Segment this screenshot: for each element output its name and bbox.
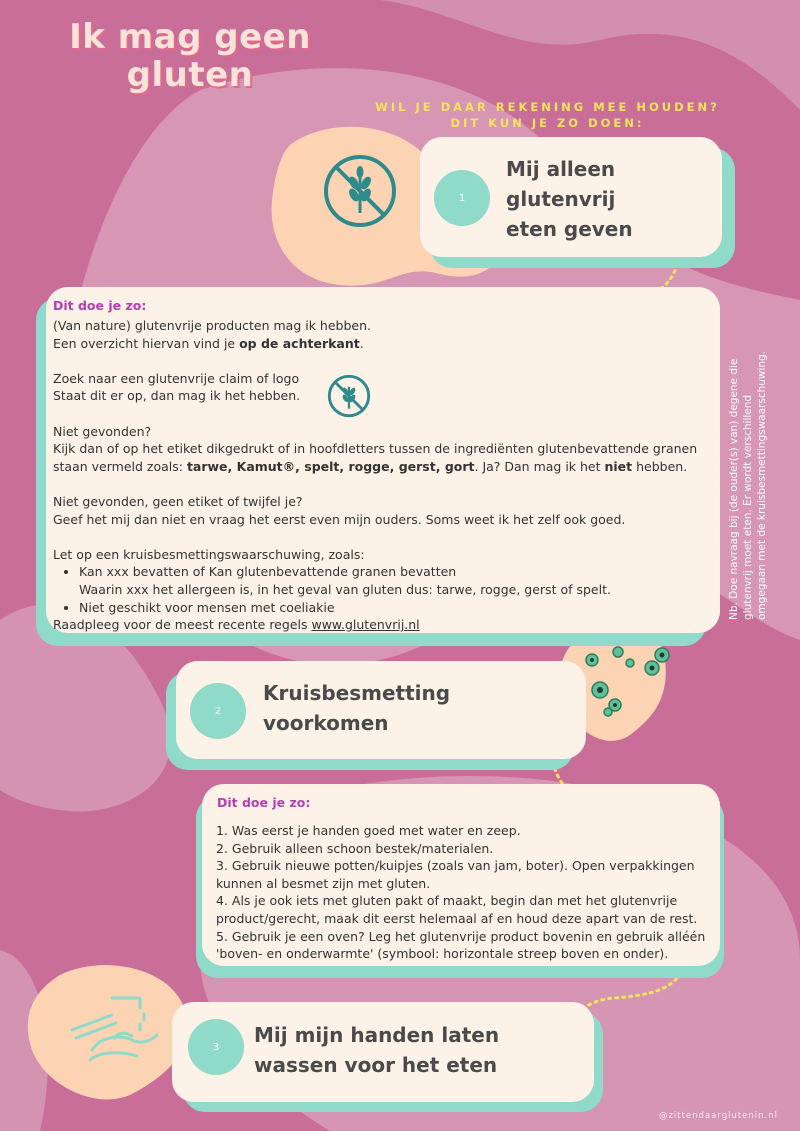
step2-title-line-1: Kruisbesmetting xyxy=(263,681,451,705)
step3-title-line-1: Mij mijn handen laten xyxy=(254,1023,500,1047)
step2-title-line-2: voorkomen xyxy=(263,711,389,735)
warning-item-1-text: Kan xxx bevatten of Kan glutenbevattende granen bevatten xyxy=(79,564,457,580)
step2-number-badge: 2 xyxy=(190,683,246,739)
details1-line-2 xyxy=(53,335,713,353)
side-note xyxy=(727,290,769,620)
details2-line-6: product/gerecht, maak dit eerst helemaal af en houd deze apart van de rest. xyxy=(216,910,698,926)
hand-washing-icon xyxy=(62,990,172,1070)
details1-line-2-bold: op de achterkant xyxy=(239,335,360,351)
bacteria-icon xyxy=(570,630,670,730)
details1-line-8: Niet gevonden, geen etiket of twijfel je? xyxy=(53,493,303,509)
details1-line-10: Let op een kruisbesmettingswaarschuwing, zoals: xyxy=(53,546,365,562)
details1-label: Dit doe je zo: xyxy=(53,298,147,313)
details1-line-2-text: Een overzicht hiervan vind je xyxy=(53,335,240,351)
step2-title xyxy=(263,678,450,738)
warning-item-1 xyxy=(79,563,713,598)
warning-list xyxy=(53,563,713,616)
details1-line-7 xyxy=(53,458,713,476)
warning-item-1-note: Waarin xxx het allergeen is, in het geval van gluten dus: tarwe, rogge, gerst of spelt. xyxy=(79,581,611,597)
details2-text xyxy=(216,822,716,963)
details1-line-4: Staat dit er op, dan mag ik het hebben. xyxy=(53,388,301,404)
subtitle-line-2: DIT KUN JE ZO DOEN: xyxy=(450,116,645,130)
glutenvrij-link[interactable]: www.glutenvrij.nl xyxy=(311,617,420,633)
subtitle xyxy=(350,99,745,131)
warning-item-2: • Niet geschikt voor mensen met coeliakie xyxy=(79,599,713,617)
step1-number-badge: 1 xyxy=(434,170,490,226)
step1-title-line-1: Mij alleen xyxy=(506,157,616,181)
title-line-2: gluten xyxy=(126,55,254,95)
details1-line-5: Niet gevonden? xyxy=(53,423,152,439)
details1-line-11-text: Raadpleeg voor de meest recente regels xyxy=(53,617,312,633)
gluten-free-logo-icon xyxy=(327,374,371,418)
details1-line-6: Kijk dan of op het etiket dikgedrukt of in hoofdletters tussen de ingrediënten glutenbevattende granen xyxy=(53,441,698,457)
details1-line-3: Zoek naar een glutenvrije claim of logo xyxy=(53,370,300,386)
details2-line-1: 1. Was eerst je handen goed met water en zeep. xyxy=(216,823,521,838)
page-title xyxy=(30,18,350,94)
side-note-line-1: Nb. Doe navraag bij (de ouder(s) van) degene die xyxy=(728,358,740,620)
details1-text xyxy=(53,317,713,634)
subtitle-line-1: WIL JE DAAR REKENING MEE HOUDEN? xyxy=(375,100,720,114)
details2-line-7: 5. Gebruik je een oven? Leg het glutenvrije product bovenin en gebruik alléén xyxy=(216,928,706,944)
details1-line-2-end: . xyxy=(359,335,364,351)
step3-title xyxy=(254,1020,499,1080)
step1-title xyxy=(506,154,633,244)
details2-line-5: 4. Als je ook iets met gluten pakt of maakt, begin dan met het glutenvrije xyxy=(216,893,678,909)
details1-line-7-text: staan vermeld zoals: xyxy=(53,458,187,474)
details1-line-9: Geef het mij dan niet en vraag het eerst even mijn ouders. Soms weet ik het zelf ook goed. xyxy=(53,511,626,527)
step1-title-line-2: glutenvrij xyxy=(506,187,616,211)
step3-title-line-2: wassen voor het eten xyxy=(254,1053,498,1077)
step1-title-line-3: eten geven xyxy=(506,217,633,241)
details2-line-3: 3. Gebruik nieuwe potten/kuipjes (zoals van jam, boter). Open verpakkingen xyxy=(216,858,695,874)
details1-line-7-mid: . Ja? Dan mag ik het xyxy=(474,458,605,474)
details2-label: Dit doe je zo: xyxy=(217,795,311,810)
title-line-1: Ik mag geen xyxy=(69,17,311,57)
details1-grains-bold: tarwe, Kamut®, spelt, rogge, gerst, gort xyxy=(186,458,475,474)
details2-line-2: 2. Gebruik alleen schoon bestek/materialen. xyxy=(216,840,494,856)
details2-line-8: 'boven- en onderwarmte' (symbool: horizontale streep boven en onder). xyxy=(216,946,669,962)
step3-number-badge: 3 xyxy=(188,1019,244,1075)
side-note-line-3: omgegaan met de kruisbesmettingswaarschuwing. xyxy=(756,350,768,620)
footer-handle: @zittendaarglutenin.nl xyxy=(658,1111,778,1121)
details2-line-4: kunnen al besmet zijn met gluten. xyxy=(216,875,431,891)
details1-line-1: (Van nature) glutenvrije producten mag ik hebben. xyxy=(53,318,371,333)
side-note-line-2: glutenvrij moet eten. Er wordt verschillend xyxy=(742,394,754,620)
details1-niet-bold: niet xyxy=(604,458,633,474)
gluten-free-icon xyxy=(322,153,398,229)
details1-line-7-end: hebben. xyxy=(632,458,688,474)
